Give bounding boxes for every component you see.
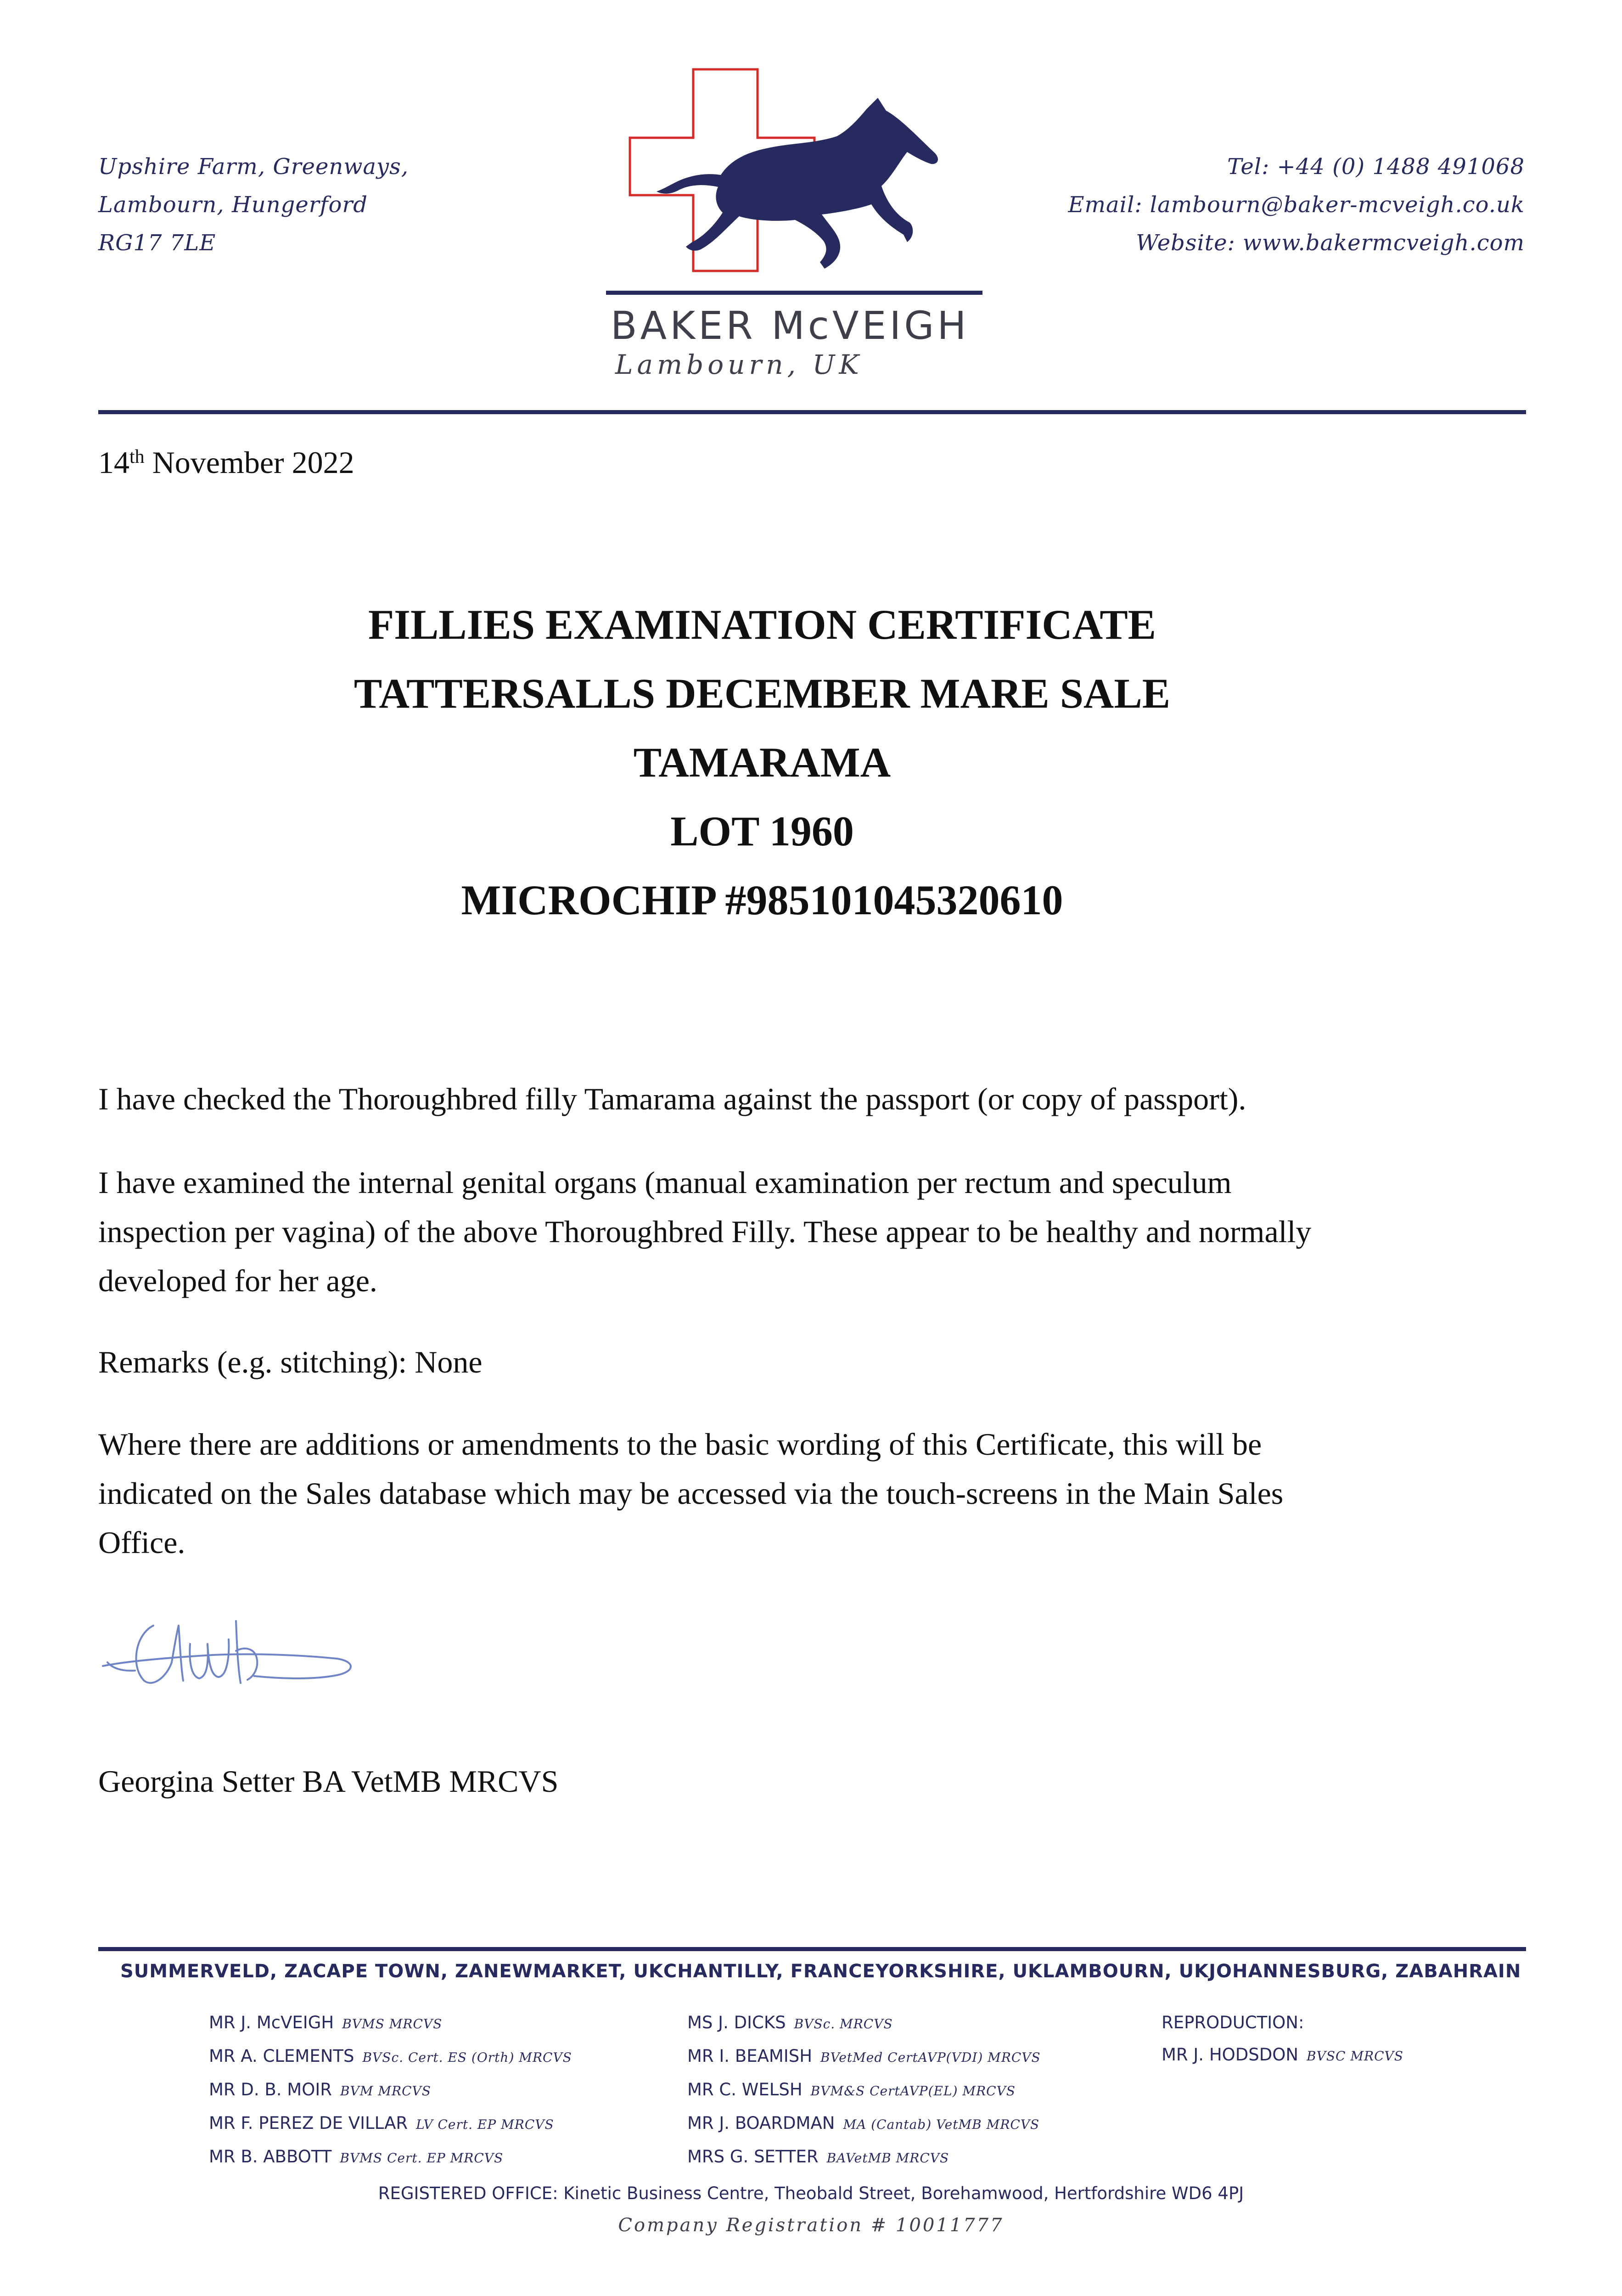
date-month-year: November 2022 (144, 445, 354, 480)
staff-name: MR A. CLEMENTS (209, 2046, 354, 2066)
paragraph-line: I have checked the Thoroughbred filly Tamarama against the passport (or copy of passport). (98, 1081, 1246, 1116)
paragraph-line: Where there are additions or amendments to the basic wording of this Certificate, this will be (98, 1427, 1262, 1462)
staff-name: MR I. BEAMISH (687, 2046, 813, 2066)
contact-website: Website: www.bakermcveigh.com (1136, 230, 1525, 256)
passport-check-paragraph (98, 1075, 1476, 1124)
staff-member (687, 2141, 1041, 2174)
staff-name: MR J. McVEIGH (209, 2013, 334, 2032)
certificate-title-block (0, 590, 1524, 934)
paragraph-line: inspection per vagina) of the above Thoroughbred Filly. These appear to be healthy and normally (98, 1214, 1312, 1249)
date-suffix: th (129, 446, 145, 467)
staff-name: REPRODUCTION: (1162, 2013, 1304, 2032)
staff-member (687, 2074, 1041, 2107)
staff-column-1 (209, 2007, 572, 2174)
staff-qualifications: BVetMed CertAVP(VDI) MRCVS (820, 2050, 1041, 2065)
staff-member (209, 2107, 572, 2141)
microchip-number: MICROCHIP #985101045320610 (461, 877, 1063, 923)
header-divider (98, 410, 1526, 414)
staff-qualifications: BVMS MRCVS (342, 2016, 443, 2032)
address-line: Lambourn, Hungerford (98, 192, 368, 218)
staff-member (687, 2107, 1041, 2141)
staff-member (209, 2074, 572, 2107)
signer-name: Georgina Setter BA VetMB MRCVS (98, 1764, 559, 1799)
staff-qualifications: BVSc. Cert. ES (Orth) MRCVS (362, 2050, 572, 2065)
paragraph-line: Remarks (e.g. stitching): None (98, 1345, 483, 1379)
certificate-date (98, 445, 354, 481)
contact-email: Email: lambourn@baker-mcveigh.co.uk (1068, 192, 1525, 218)
lot-number: LOT 1960 (670, 808, 854, 855)
staff-qualifications: BVM MRCVS (340, 2083, 431, 2099)
staff-name: MR J. HODSDON (1162, 2045, 1299, 2065)
staff-name: MR D. B. MOIR (209, 2080, 332, 2099)
staff-name: MR B. ABBOTT (209, 2147, 332, 2167)
staff-name: MR J. BOARDMAN (687, 2113, 835, 2133)
contact-phone: Tel: +44 (0) 1488 491068 (1227, 154, 1525, 180)
staff-qualifications: MA (Cantab) VetMB MRCVS (843, 2117, 1040, 2132)
horse-name: TAMARAMA (633, 739, 891, 786)
staff-member (209, 2007, 572, 2040)
location-item: JOHANNESBURG, ZA (1209, 1961, 1424, 1982)
brand-location: Lambourn, UK (615, 349, 863, 380)
practice-contact (1068, 148, 1525, 262)
staff-column-3 (1162, 2007, 1403, 2072)
footer-divider (98, 1947, 1526, 1951)
registered-office: REGISTERED OFFICE: Kinetic Business Centre, Theobald Street, Borehamwood, Hertfordshire WD6 4PJ (378, 2183, 1244, 2203)
staff-name: MR F. PEREZ DE VILLAR (209, 2113, 408, 2133)
staff-qualifications: LV Cert. EP MRCVS (416, 2117, 554, 2132)
address-line: RG17 7LE (98, 230, 216, 256)
paragraph-line: developed for her age. (98, 1263, 377, 1298)
amendments-paragraph (98, 1420, 1476, 1567)
paragraph-line: Office. (98, 1525, 185, 1560)
staff-qualifications: BVSC MRCVS (1307, 2048, 1403, 2064)
location-item: LAMBOURN, UK (1043, 1961, 1209, 1982)
remarks-paragraph (98, 1338, 1476, 1387)
date-day: 14 (98, 445, 129, 480)
location-item: BAHRAIN (1424, 1961, 1521, 1982)
staff-qualifications: BVMS Cert. EP MRCVS (340, 2150, 504, 2166)
location-item: CHANTILLY, FRANCE (663, 1961, 876, 1982)
staff-member (209, 2040, 572, 2074)
office-locations (120, 1961, 1521, 1982)
location-item: NEWMARKET, UK (483, 1961, 663, 1982)
company-registration: Company Registration # 10011777 (618, 2215, 1004, 2236)
paragraph-line: I have examined the internal genital organs (manual examination per rectum and speculum (98, 1165, 1232, 1200)
staff-qualifications: BVSc. MRCVS (794, 2016, 893, 2032)
staff-column-2 (687, 2007, 1041, 2174)
address-line: Upshire Farm, Greenways, (98, 154, 409, 180)
staff-member (209, 2141, 572, 2174)
horse-cross-logo-icon (606, 67, 982, 305)
staff-qualifications: BAVetMB MRCVS (826, 2150, 949, 2166)
brand-name: BAKER McVEIGH (611, 303, 970, 348)
location-item: CAPE TOWN, ZA (313, 1961, 483, 1982)
reproduction-heading (1162, 2007, 1403, 2039)
staff-qualifications: BVM&S CertAVP(EL) MRCVS (810, 2083, 1016, 2099)
staff-member (687, 2007, 1041, 2040)
location-item: SUMMERVELD, ZA (120, 1961, 313, 1982)
paragraph-line: indicated on the Sales database which may be accessed via the touch-screens in the Main Sales (98, 1476, 1284, 1511)
sale-name: TATTERSALLS DECEMBER MARE SALE (354, 670, 1171, 717)
examination-paragraph (98, 1158, 1476, 1306)
handwritten-signature (98, 1607, 365, 1713)
staff-name: MRS G. SETTER (687, 2147, 819, 2167)
certificate-title: FILLIES EXAMINATION CERTIFICATE (368, 601, 1156, 648)
staff-member (1162, 2039, 1403, 2072)
practice-address (98, 148, 409, 262)
staff-name: MR C. WELSH (687, 2080, 803, 2099)
location-item: YORKSHIRE, UK (875, 1961, 1043, 1982)
staff-member (687, 2040, 1041, 2074)
staff-name: MS J. DICKS (687, 2013, 786, 2032)
